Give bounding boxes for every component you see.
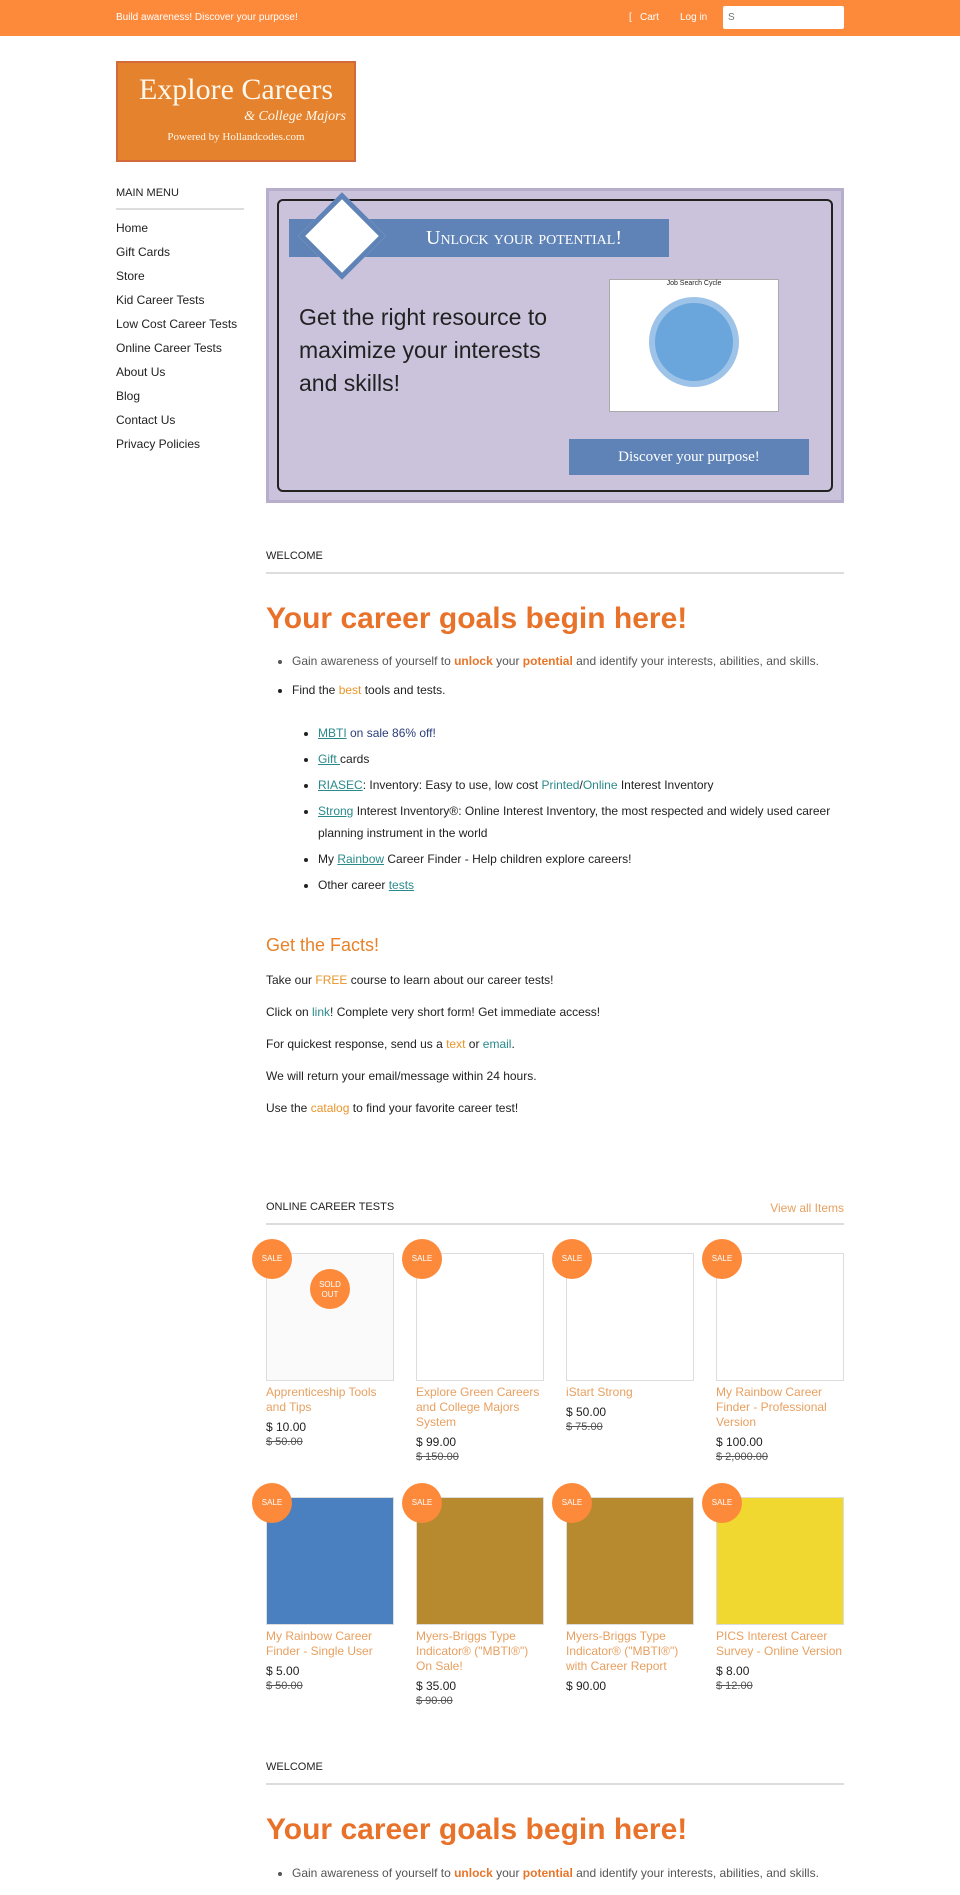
list-item: • RIASEC: Inventory: Easy to use, low cost Printed/Online Interest Inventory [318,774,838,796]
search-input[interactable] [723,6,844,29]
product-price: $ 90.00 [566,1679,607,1693]
menu-title: MAIN MENU [116,187,244,210]
product-price: $ 50.00 [566,1405,607,1419]
login-link[interactable]: Log in [680,12,708,23]
sale-badge: SALE [702,1239,742,1279]
image-title: Job Search Cycle [666,280,722,287]
cart-icon: [ [629,12,632,23]
product-original-price: $ 2,000.00 [716,1451,768,1463]
sale-badge: SALE [702,1483,742,1523]
cart-link[interactable]: Cart [640,12,659,23]
product-original-price: $ 50.00 [266,1680,303,1692]
menu-item-online-tests[interactable]: Online Career Tests [116,341,222,355]
form-link[interactable]: link [312,1005,331,1019]
menu-item-store[interactable]: Store [116,269,145,283]
menu-item-kid-career-tests[interactable]: Kid Career Tests [116,293,205,307]
top-bar [0,0,960,36]
product-original-price: $ 12.00 [716,1680,753,1692]
list-item: • MBTI on sale 86% off! [318,722,838,744]
facts-paragraph: Use the catalog to find your favorite career test! [266,1101,519,1115]
hero-banner[interactable] [266,188,844,503]
list-item: • Gift cards [318,748,838,770]
products-section-header [266,1201,844,1225]
products-label: ONLINE CAREER TESTS [266,1201,395,1213]
product-name[interactable]: My Rainbow Career Finder - Single User [266,1629,373,1658]
facts-paragraph: Take our FREE course to learn about our career tests! [266,973,554,987]
banner-text: Get the right resource to maximize your interests and skills! [299,304,548,396]
product-price: $ 100.00 [716,1435,763,1449]
welcome-heading: Your career goals begin here! [266,602,688,635]
email-link[interactable]: email [482,1037,512,1051]
welcome-section-header-2 [266,1761,844,1785]
menu-item-contact[interactable]: Contact Us [116,413,176,427]
rainbow-link[interactable]: Rainbow [337,852,385,866]
banner-ribbon-bottom: Discover your purpose! [569,439,809,475]
intro-item: • Gain awareness of yourself to unlock your potential and identify your interests, abilities, and skills. [292,1866,819,1895]
menu-item-about[interactable]: About Us [116,365,166,379]
job-search-cycle-image [609,279,779,412]
strong-link[interactable]: Strong [318,804,354,818]
list-item: • Strong Interest Inventory®: Online Interest Inventory, the most respected and widely used career planning instrument in the world [318,800,838,844]
main-menu [116,187,244,460]
banner-ribbon-top: Unlock your potential! [289,219,669,257]
product-name[interactable]: Explore Green Careers and College Majors System [416,1385,540,1429]
product-card[interactable] [261,1497,396,1692]
sale-badge: SALE [552,1239,592,1279]
sale-badge: SALE [552,1483,592,1523]
facts-heading: Get the Facts! [266,935,380,955]
product-card[interactable] [561,1253,696,1433]
product-name[interactable]: My Rainbow Career Finder - Professional Version [716,1385,827,1429]
welcome-heading-2: Your career goals begin here! [266,1813,688,1846]
facts-paragraph: Click on link! Complete very short form! Get immediate access! [266,1005,601,1019]
product-card[interactable] [411,1497,546,1707]
menu-item-home[interactable]: Home [116,221,149,235]
product-card[interactable] [711,1253,846,1463]
online-link[interactable]: Online [582,778,618,792]
welcome-label: WELCOME [266,1761,323,1773]
printed-link[interactable]: Printed [541,778,580,792]
welcome-label: WELCOME [266,550,323,562]
menu-item-blog[interactable]: Blog [116,389,141,403]
mbti-link[interactable]: MBTI [318,726,347,740]
list-item: • Other career tests [318,874,838,896]
product-original-price: $ 90.00 [416,1695,453,1707]
product-name[interactable]: PICS Interest Career Survey - Online Version [716,1629,843,1658]
view-all-link[interactable]: View all Items [770,1201,844,1215]
tagline: Build awareness! Discover your purpose! [116,12,298,23]
intro-list [292,654,819,712]
menu-item-privacy[interactable]: Privacy Policies [116,437,201,451]
text-link[interactable]: text [446,1037,466,1051]
product-card[interactable] [711,1497,846,1692]
product-original-price: $ 75.00 [566,1421,603,1433]
logo-powered: Powered by Hollandcodes.com [167,131,305,143]
catalog-link[interactable]: catalog [310,1101,350,1115]
product-original-price: $ 50.00 [266,1436,303,1448]
facts-paragraph: For quickest response, send us a text or email. [266,1037,515,1051]
product-card[interactable] [411,1253,546,1463]
tests-link[interactable]: tests [388,878,415,892]
logo-subtitle: & College Majors [244,109,346,124]
product-card[interactable] [561,1497,696,1693]
sale-badge: SALE [252,1483,292,1523]
product-name[interactable]: Myers-Briggs Type Indicator® ("MBTI®") On Sale! [416,1629,529,1673]
logo[interactable] [116,61,356,162]
tools-list [318,722,838,900]
product-price: $ 5.00 [266,1664,300,1678]
sale-badge: SALE [402,1483,442,1523]
menu-item-low-cost-tests[interactable]: Low Cost Career Tests [116,317,238,331]
riasec-link[interactable]: RIASEC [318,778,363,792]
free-link[interactable]: FREE [315,973,348,987]
product-price: $ 8.00 [716,1664,750,1678]
product-price: $ 99.00 [416,1435,457,1449]
intro-item: • Find the best tools and tests. [292,683,819,712]
intro-list-2 [292,1866,819,1895]
welcome-section-header [266,550,844,574]
list-item: • My Rainbow Career Finder - Help children explore careers! [318,848,838,870]
product-name[interactable]: Apprenticeship Tools and Tips [266,1385,377,1414]
product-card[interactable] [261,1253,396,1448]
intro-item: • Gain awareness of yourself to unlock your potential and identify your interests, abilities, and skills. [292,654,819,683]
sold-out-badge: SOLD OUT [310,1269,350,1309]
product-name[interactable]: Myers-Briggs Type Indicator® ("MBTI®") with Career Report [566,1629,679,1673]
product-name[interactable]: iStart Strong [566,1385,633,1399]
product-original-price: $ 150.00 [416,1451,459,1463]
gift-link[interactable]: Gift [318,752,341,766]
menu-item-gift-cards[interactable]: Gift Cards [116,245,171,259]
sale-badge: SALE [252,1239,292,1279]
product-price: $ 35.00 [416,1679,457,1693]
sale-badge: SALE [402,1239,442,1279]
cycle-graphic [649,297,739,387]
facts-paragraph: We will return your email/message within 24 hours. [266,1069,537,1083]
product-price: $ 10.00 [266,1420,307,1434]
logo-title: Explore Careers [138,73,334,106]
